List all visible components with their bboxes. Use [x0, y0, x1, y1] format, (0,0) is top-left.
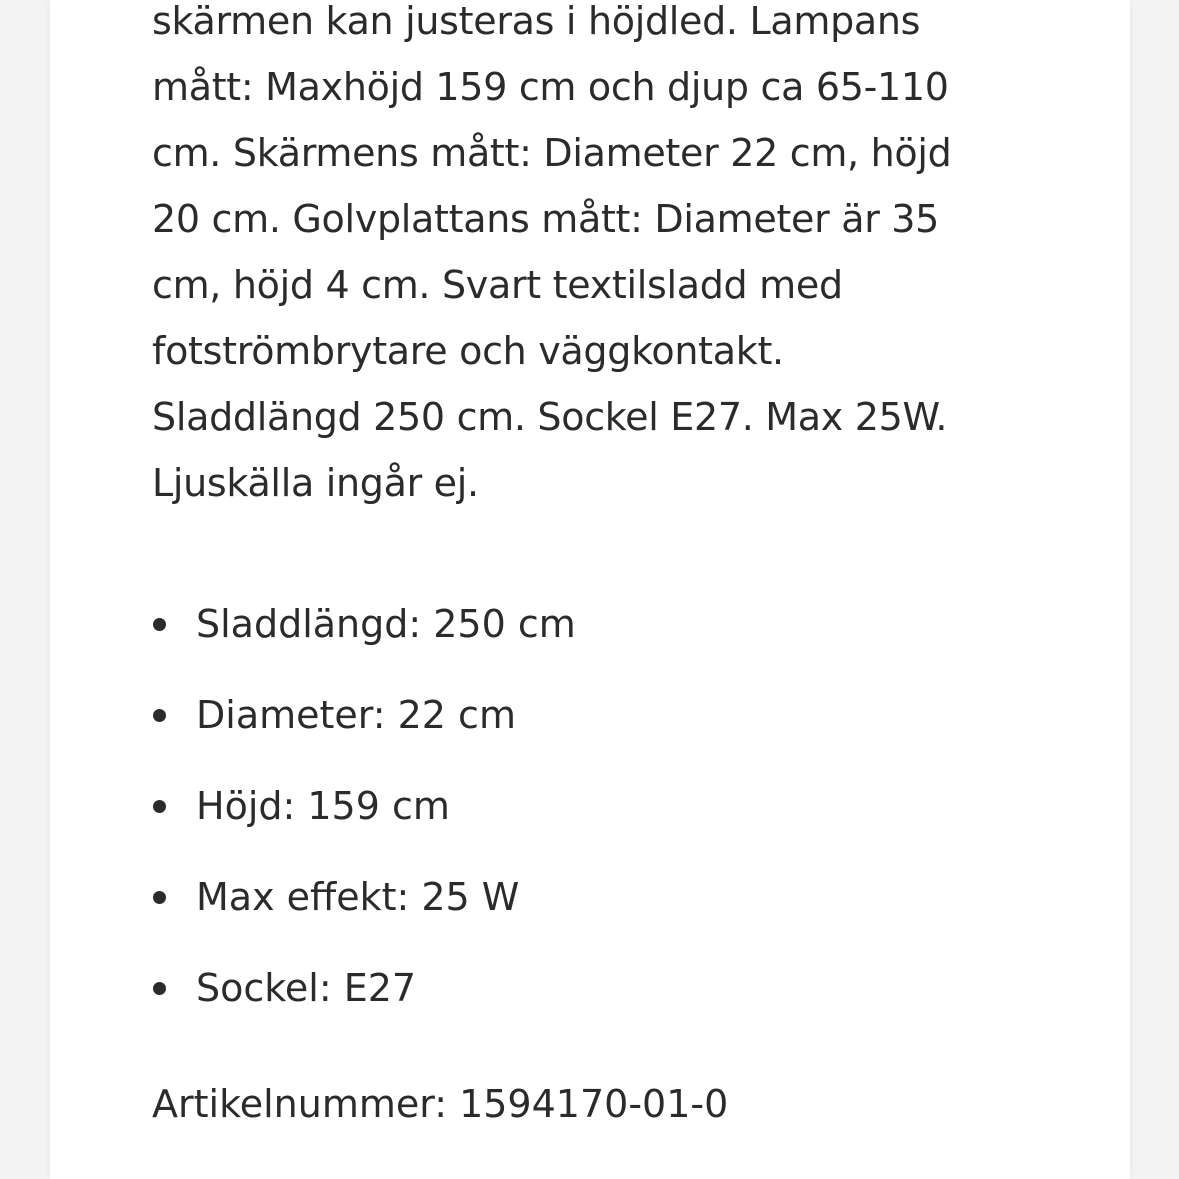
- description-line: cm. Skärmens mått: Diameter 22 cm, höjd: [152, 131, 952, 175]
- description-line: skärmen kan justeras i höjdled. Lampans: [152, 0, 921, 43]
- description-line: Sladdlängd 250 cm. Sockel E27. Max 25W.: [152, 395, 948, 439]
- spec-item-label: Diameter: 22 cm: [196, 693, 516, 737]
- spec-item-socket: [152, 956, 576, 1047]
- spec-item-cord-length: [152, 592, 576, 683]
- bullet-icon: [153, 709, 166, 722]
- spec-item-label: Höjd: 159 cm: [196, 784, 450, 828]
- spec-item-label: Sockel: E27: [196, 966, 417, 1010]
- description-line: fotströmbrytare och väggkontakt.: [152, 329, 784, 373]
- spec-item-max-power: [152, 865, 576, 956]
- description-line: mått: Maxhöjd 159 cm och djup ca 65-110: [152, 65, 949, 109]
- spec-list: [152, 592, 576, 1047]
- description-line: cm, höjd 4 cm. Svart textilsladd med: [152, 263, 843, 307]
- bullet-icon: [153, 891, 166, 904]
- description-line: Ljuskälla ingår ej.: [152, 461, 479, 505]
- bullet-icon: [153, 618, 166, 631]
- bullet-icon: [153, 982, 166, 995]
- spec-item-label: Sladdlängd: 250 cm: [196, 602, 576, 646]
- article-number: Artikelnummer: 1594170-01-0: [152, 1082, 729, 1126]
- bullet-icon: [153, 800, 166, 813]
- product-description: [152, 0, 1032, 516]
- spec-item-label: Max effekt: 25 W: [196, 875, 520, 919]
- spec-item-height: [152, 774, 576, 865]
- spec-item-diameter: [152, 683, 576, 774]
- description-line: 20 cm. Golvplattans mått: Diameter är 35: [152, 197, 940, 241]
